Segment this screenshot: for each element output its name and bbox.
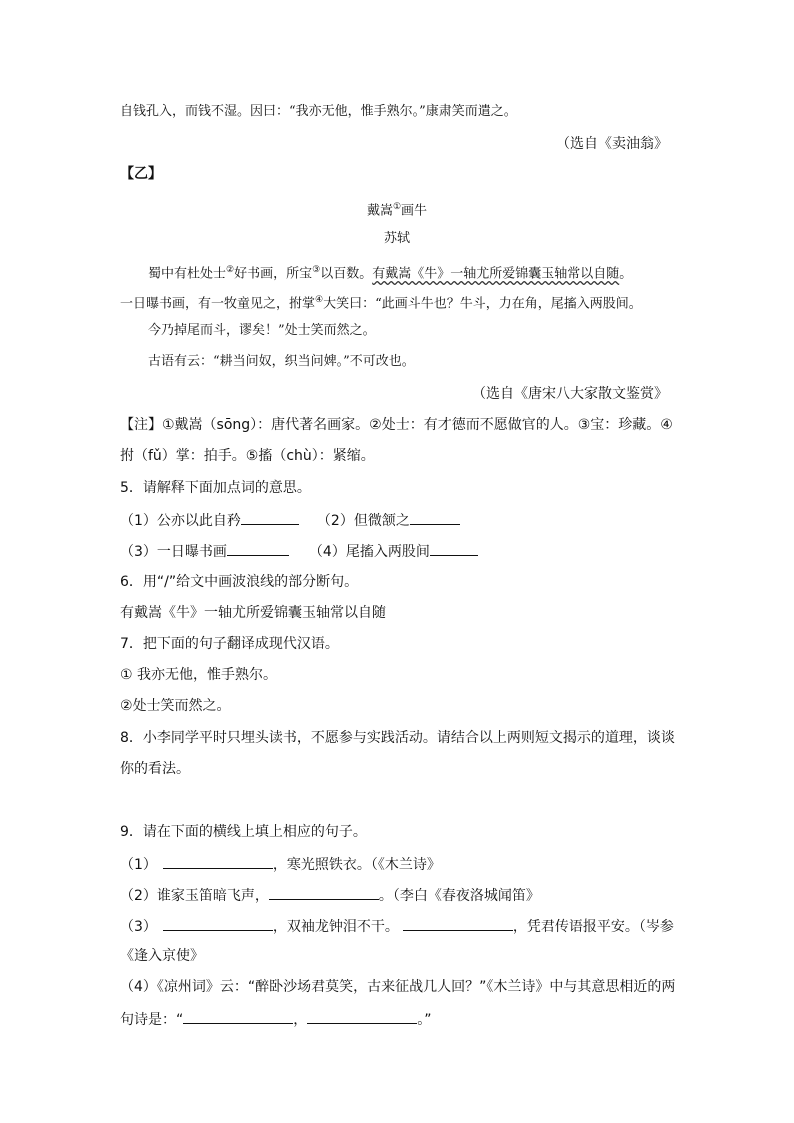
jia-closing-line: 自钱孔入，而钱不湿。因曰：“我亦无他，惟手熟尔。”康肃笑而遣之。 [120,104,517,119]
question-6-text: 有戴嵩《牛》一轴尤所爱锦囊玉轴常以自随 [120,605,386,621]
answer-blank[interactable] [269,884,379,900]
q9-item-2-end: 。（李白《春夜洛城闻笛》 [378,888,540,904]
question-9-item-3-source: 《逢入京使》 [120,948,204,964]
p1-text-a: 蜀中有杜处士 [148,266,227,282]
note-marker-4: ④ [315,295,324,305]
question-7-item-2 [120,696,231,716]
q5-item-3: （3）一日曝书画 [120,544,227,560]
q5-item-4: （4）尾搐入两股间 [308,544,430,560]
q9-item-3-number: （3） [120,919,157,935]
yi-title [0,197,794,221]
question-5-row-1 [120,509,460,531]
q9-item-4-prefix: 句诗是：“ [120,1012,184,1028]
question-7: 7．把下面的句子翻译成现代汉语。 [120,636,339,652]
q7-item-1-number: ① [120,667,133,683]
note-marker-3: ③ [312,265,321,275]
q9-item-3-end: ，凭君传语报平安。（岑参 [512,919,674,935]
notes-line-1: 【注】①戴嵩（sōng）：唐代著名画家。②处士：有才德而不愿做官的人。③宝：珍藏。④ [120,417,673,433]
answer-blank[interactable] [241,509,299,525]
wavy-underlined-sentence: 有戴嵩《牛》一轴尤所爱锦囊玉轴常以自随 [372,266,620,282]
yi-paragraph-1-cont [120,290,642,314]
question-8-line-2: 你的看法。 [120,761,190,777]
yi-marker: 【乙】 [120,166,162,182]
answer-blank[interactable] [430,540,478,556]
answer-blank[interactable] [410,509,460,525]
jia-source: （选自《卖油翁》 [556,136,668,152]
q7-item-2-number: ② [120,698,133,714]
yi-source: （选自《唐宋八大家散文鉴赏》 [472,386,668,402]
yi-title-pre: 戴嵩 [366,203,393,219]
note-marker-1: ① [392,202,402,212]
yi-paragraph-1 [148,260,632,284]
question-9-item-1 [120,853,441,875]
answer-blank[interactable] [163,853,273,869]
answer-blank[interactable] [183,1008,293,1024]
q9-item-2-text: （2）谁家玉笛暗飞声， [120,888,269,904]
q9-item-1-number: （1） [120,857,157,873]
question-5-row-2 [120,540,478,562]
answer-blank[interactable] [307,1008,417,1024]
answer-blank[interactable] [227,540,289,556]
question-9-item-4-line-2 [120,1008,432,1030]
p1-text-c: 以百数。 [320,266,373,282]
question-9-item-2 [120,884,540,906]
q9-item-4-end: 。” [417,1012,432,1028]
q9-item-3-mid: ，双袖龙钟泪不干。 [272,919,399,935]
q5-item-2: （2）但微颔之 [316,513,410,529]
q9-item-1-text: ，寒光照铁衣。（《木兰诗》 [272,857,441,873]
question-9-item-3 [120,915,674,937]
question-5: 5．请解释下面加点词的意思。 [120,480,311,496]
q5-item-1: （1）公亦以此自矜 [120,513,241,529]
q7-item-1-text: 我亦无他，惟手熟尔。 [137,667,278,683]
question-7-item-1 [120,665,277,685]
notes-line-2: 拊（fǔ）掌：拍手。⑤搐（chù）：紧缩。 [120,448,375,464]
question-8-line-1: 8．小李同学平时只埋头读书，不愿参与实践活动。请结合以上两则短文揭示的道理，谈谈 [120,730,675,746]
yi-paragraph-3: 古语有云：“耕当问奴，织当问婢。”不可改也。 [148,354,415,369]
p2-text-b: 大笑曰：“此画斗牛也？牛斗，力在角，尾搐入两股间。 [323,296,642,312]
note-marker-2: ② [226,265,235,275]
question-6: 6．用“/”给文中画波浪线的部分断句。 [120,574,359,590]
yi-paragraph-2: 今乃掉尾而斗，谬矣！”处士笑而然之。 [148,323,376,338]
q9-item-4-sep: ， [293,1012,308,1028]
answer-blank[interactable] [403,915,513,931]
answer-blank[interactable] [163,915,273,931]
yi-title-post: 画牛 [401,203,428,219]
p1-text-b: 好书画，所宝 [234,266,313,282]
question-9-item-4-line-1: （4）《凉州词》云：“醉卧沙场君莫笑，古来征战几人回？”《木兰诗》中与其意思相近的两 [120,979,676,995]
yi-author: 苏轼 [383,231,410,246]
p2-text-a: 一日曝书画，有一牧童见之，拊掌 [120,296,316,312]
p1-text-end: 。 [619,266,633,282]
question-9: 9．请在下面的横线上填上相应的句子。 [120,824,367,840]
q7-item-2-text: 处士笑而然之。 [132,698,231,714]
